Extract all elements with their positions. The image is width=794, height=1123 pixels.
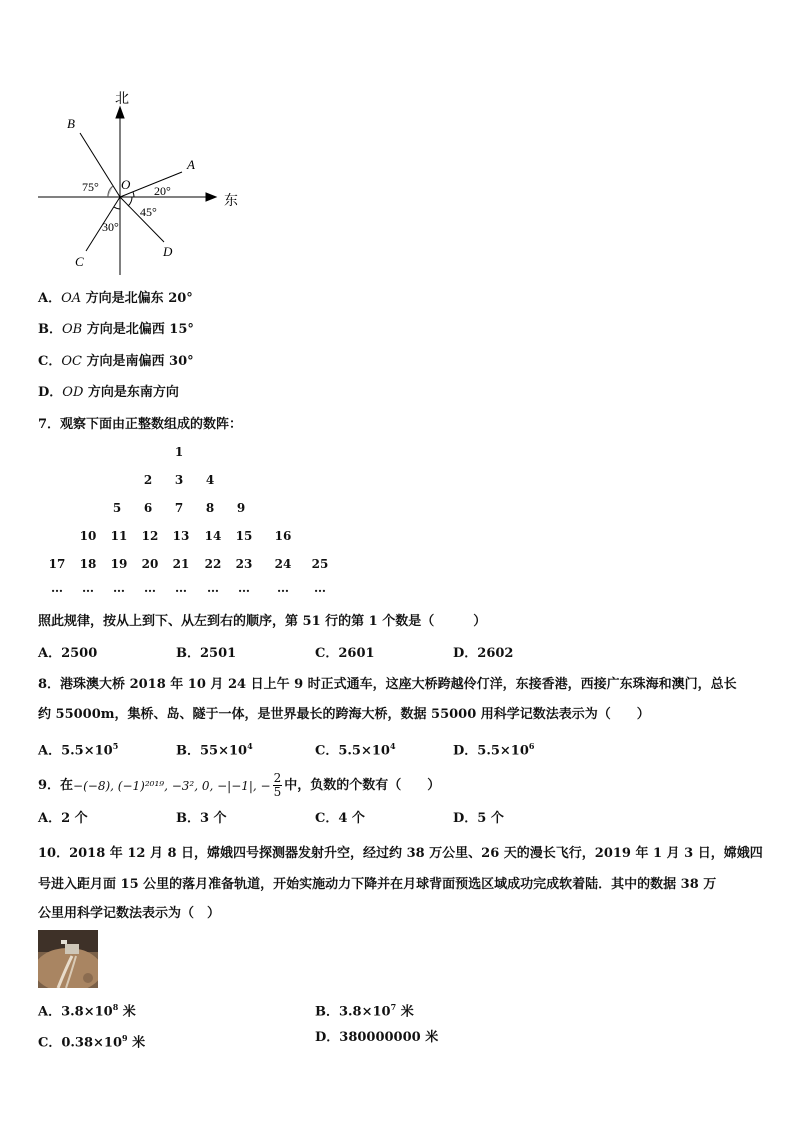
east-arrow-icon [206, 193, 216, 201]
ray-od [120, 197, 164, 242]
triangle-cell: 13 [172, 529, 190, 543]
triangle-cell: 2 [143, 473, 153, 487]
ray-name: OB [62, 322, 83, 337]
q7-option-c[interactable]: C．2601 [315, 646, 375, 661]
point-d-label: D [163, 244, 173, 259]
angle-45-label: 45° [140, 205, 157, 219]
triangle-cell: 4 [205, 473, 215, 487]
ellipsis: … [238, 581, 250, 595]
triangle-cell: 25 [311, 557, 329, 571]
q10-option-d[interactable]: D．380000000 米 [315, 1030, 439, 1045]
triangle-cell: 18 [79, 557, 97, 571]
q7-question: 照此规律，按从上到下、从左到右的顺序，第 51 行的第 1 个数是（ ） [38, 614, 487, 629]
ellipsis: … [175, 581, 187, 595]
compass-diagram [30, 85, 250, 280]
angle-75-label: 75° [82, 180, 99, 194]
q10-stem-line1: 10．2018 年 12 月 8 日，嫦娥四号探测器发射升空，经过约 38 万公里、26 天的漫长飞行，2019 年 1 月 3 日，嫦娥四 [38, 846, 763, 861]
angle-20-label: 20° [154, 184, 171, 198]
q8-option-c[interactable]: C．$5.5\times 10^4$ [315, 741, 396, 759]
q8-option-d[interactable]: D．$5.5\times 10^6$ [453, 741, 535, 759]
triangle-cell: 1 [174, 445, 184, 459]
q10-stem-line3: 公里用科学记数法表示为（ ） [38, 906, 221, 921]
angle-arc-45 [128, 197, 132, 206]
angle-30-label: 30° [102, 220, 119, 234]
triangle-cell: 20 [141, 557, 159, 571]
ray-name: OA [61, 291, 82, 306]
triangle-cell: 22 [204, 557, 222, 571]
triangle-cell: 19 [110, 557, 128, 571]
q9-stem: 9．在 −(−8), (−1)²⁰¹⁹, −3², 0, −|−1|, − $\frac{2}{5}$ 中，负数的个数有（ ） [38, 771, 441, 799]
q7-option-b[interactable]: B．2501 [176, 646, 237, 661]
q8-stem-line1: 8．港珠澳大桥 2018 年 10 月 24 日上午 9 时正式通车，这座大桥跨越伶仃洋，东接香港，西接广东珠海和澳门，总长 [38, 677, 737, 692]
ellipsis: … [207, 581, 219, 595]
q9-fraction: $\frac{2}{5}$ [273, 771, 282, 799]
ellipsis: … [314, 581, 326, 595]
point-b-label: B [67, 116, 75, 131]
ellipsis: … [113, 581, 125, 595]
ellipsis: … [144, 581, 156, 595]
q7-option-a[interactable]: A．2500 [38, 646, 98, 661]
triangle-cell: 16 [274, 529, 292, 543]
q6-option-c[interactable]: C．OC 方向是南偏西 30° [38, 354, 194, 369]
q9-option-a[interactable]: A．2 个 [38, 811, 88, 826]
q9-option-c[interactable]: C．4 个 [315, 811, 365, 826]
triangle-cell: 7 [174, 501, 184, 515]
q10-stem-line2: 号进入距月面 15 公里的落月准备轨道，开始实施动力下降并在月球背面预选区域成功完成软着陆．其中的数据 38 万 [38, 877, 717, 892]
q8-stem-line2: 约 55000m，集桥、岛、隧于一体，是世界最长的跨海大桥，数据 55000 用科学记数法表示为（ ） [38, 707, 650, 722]
point-c-label: C [75, 254, 84, 269]
triangle-cell: 11 [110, 529, 128, 543]
point-a-label: A [187, 157, 195, 172]
north-label: 北 [115, 92, 129, 107]
q6-option-b[interactable]: B．OB 方向是北偏西 15° [38, 322, 194, 337]
triangle-cell: 9 [236, 501, 246, 515]
triangle-cell: 17 [48, 557, 66, 571]
triangle-cell: 23 [235, 557, 253, 571]
q9-option-b[interactable]: B．3 个 [176, 811, 227, 826]
triangle-cell: 12 [141, 529, 159, 543]
q8-option-a[interactable]: A．$5.5\times 10^5$ [38, 741, 119, 759]
triangle-cell: 14 [204, 529, 222, 543]
q9-option-d[interactable]: D．5 个 [453, 811, 504, 826]
q8-option-b[interactable]: B．$55\times 10^4$ [176, 741, 253, 759]
ellipsis: … [51, 581, 63, 595]
ray-name: OC [61, 354, 82, 369]
q10-option-c[interactable]: C．$0.38\times 10^9$ 米 [38, 1033, 146, 1051]
triangle-cell: 10 [79, 529, 97, 543]
origin-label: O [121, 177, 131, 192]
q10-option-a[interactable]: A．$3.8\times 10^8$ 米 [38, 1002, 136, 1020]
ellipsis: … [277, 581, 289, 595]
angle-arc-20 [133, 192, 134, 197]
q9-expression: −(−8), (−1)²⁰¹⁹, −3², 0, −|−1|, − [73, 778, 271, 793]
q6-option-a[interactable]: A．OA 方向是北偏东 20° [38, 291, 193, 306]
ellipsis: … [82, 581, 94, 595]
north-arrow-icon [116, 107, 124, 118]
east-label: 东 [224, 194, 238, 209]
triangle-cell: 21 [172, 557, 190, 571]
triangle-cell: 3 [174, 473, 184, 487]
lunar-surface-photo [38, 930, 98, 988]
angle-arc-75 [108, 186, 113, 197]
q7-option-d[interactable]: D．2602 [453, 646, 514, 661]
triangle-cell: 8 [205, 501, 215, 515]
angle-arc-30 [114, 207, 120, 209]
triangle-cell: 24 [274, 557, 292, 571]
q7-stem: 7．观察下面由正整数组成的数阵： [38, 417, 243, 432]
ray-name: OD [62, 385, 84, 400]
triangle-cell: 5 [112, 501, 122, 515]
triangle-cell: 6 [143, 501, 153, 515]
triangle-cell: 15 [235, 529, 253, 543]
q6-option-d[interactable]: D．OD 方向是东南方向 [38, 385, 179, 400]
q10-option-b[interactable]: B．$3.8\times 10^7$ 米 [315, 1002, 414, 1020]
